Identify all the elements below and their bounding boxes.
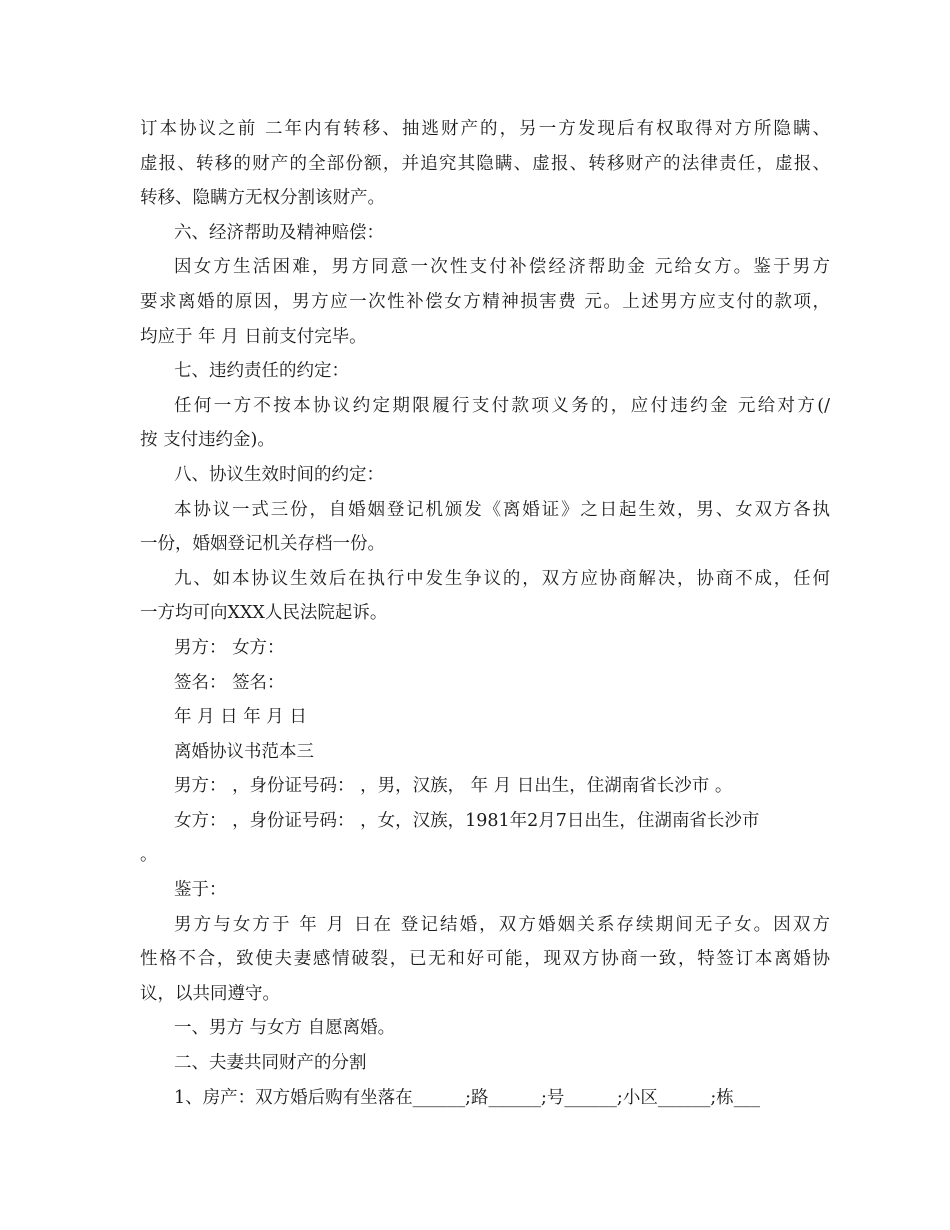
paragraph-line: 因女方生活困难，男方同意一次性支付补偿经济帮助金 元给女方。鉴于男方	[174, 257, 830, 278]
paragraph-line: 任何一方不按本协议约定期限履行支付款项义务的，应付违约金 元给对方(/	[174, 395, 830, 416]
property-line: 1、房产：双方婚后购有坐落在______;路______;号______;小区______;栋___	[174, 1087, 760, 1108]
paragraph-line: 均应于 年 月 日前支付完毕。	[140, 326, 367, 347]
paragraph-line: 性格不合，致使夫妻感情破裂，已无和好可能，现双方协商一致，特签订本离婚协	[140, 949, 830, 970]
section-heading: 二、夫妻共同财产的分割	[174, 1053, 367, 1074]
section-heading: 九、如本协议生效后在执行中发生争议的，双方应协商解决，协商不成，任何	[174, 568, 830, 589]
paragraph-line: 一份，婚姻登记机关存档一份。	[140, 534, 385, 555]
paragraph-line: 议，以共同遵守。	[140, 983, 280, 1004]
signature-line: 签名： 签名：	[174, 672, 285, 693]
paragraph-line: 按 支付违约金)。	[140, 430, 275, 451]
paragraph-line: 转移、隐瞒方无权分割该财产。	[140, 188, 385, 209]
document-body	[140, 112, 830, 1115]
paragraph-line: 订本协议之前 二年内有转移、抽逃财产的，另一方发现后有权取得对方所隐瞒、	[140, 119, 830, 139]
paragraph-line: 虚报、转移的财产的全部份额，并追究其隐瞒、虚报、转移财产的法律责任，虚报、	[140, 153, 830, 174]
section-heading: 七、违约责任的约定：	[174, 361, 349, 382]
template-title: 离婚协议书范本三	[174, 741, 314, 762]
party-info-male: 男方： ，身份证号码： ，男，汉族， 年 月 日出生，住湖南省长沙市 。	[174, 776, 733, 797]
party-info-female: 女方： ，身份证号码： ，女，汉族，1981年2月7日出生，住湖南省长沙市	[174, 810, 760, 831]
date-line: 年 月 日 年 月 日	[174, 707, 307, 728]
section-heading: 鉴于：	[174, 880, 227, 901]
signature-party-line: 男方： 女方：	[174, 637, 285, 658]
clause-line: 一、男方 与女方 自愿离婚。	[174, 1018, 396, 1039]
paragraph-line: 男方与女方于 年 月 日在 登记结婚，双方婚姻关系存续期间无子女。因双方	[174, 914, 830, 935]
paragraph-line: 本协议一式三份，自婚姻登记机颁发《离婚证》之日起生效，男、女双方各执	[174, 499, 830, 520]
paragraph-line: 一方均可向XXX人民法院起诉。	[140, 603, 388, 624]
paragraph-line: 。	[140, 845, 158, 866]
section-heading: 八、协议生效时间的约定：	[174, 464, 384, 485]
section-heading: 六、经济帮助及精神赔偿：	[174, 222, 384, 243]
paragraph-line: 要求离婚的原因，男方应一次性补偿女方精神损害费 元。上述男方应支付的款项，	[140, 291, 830, 312]
